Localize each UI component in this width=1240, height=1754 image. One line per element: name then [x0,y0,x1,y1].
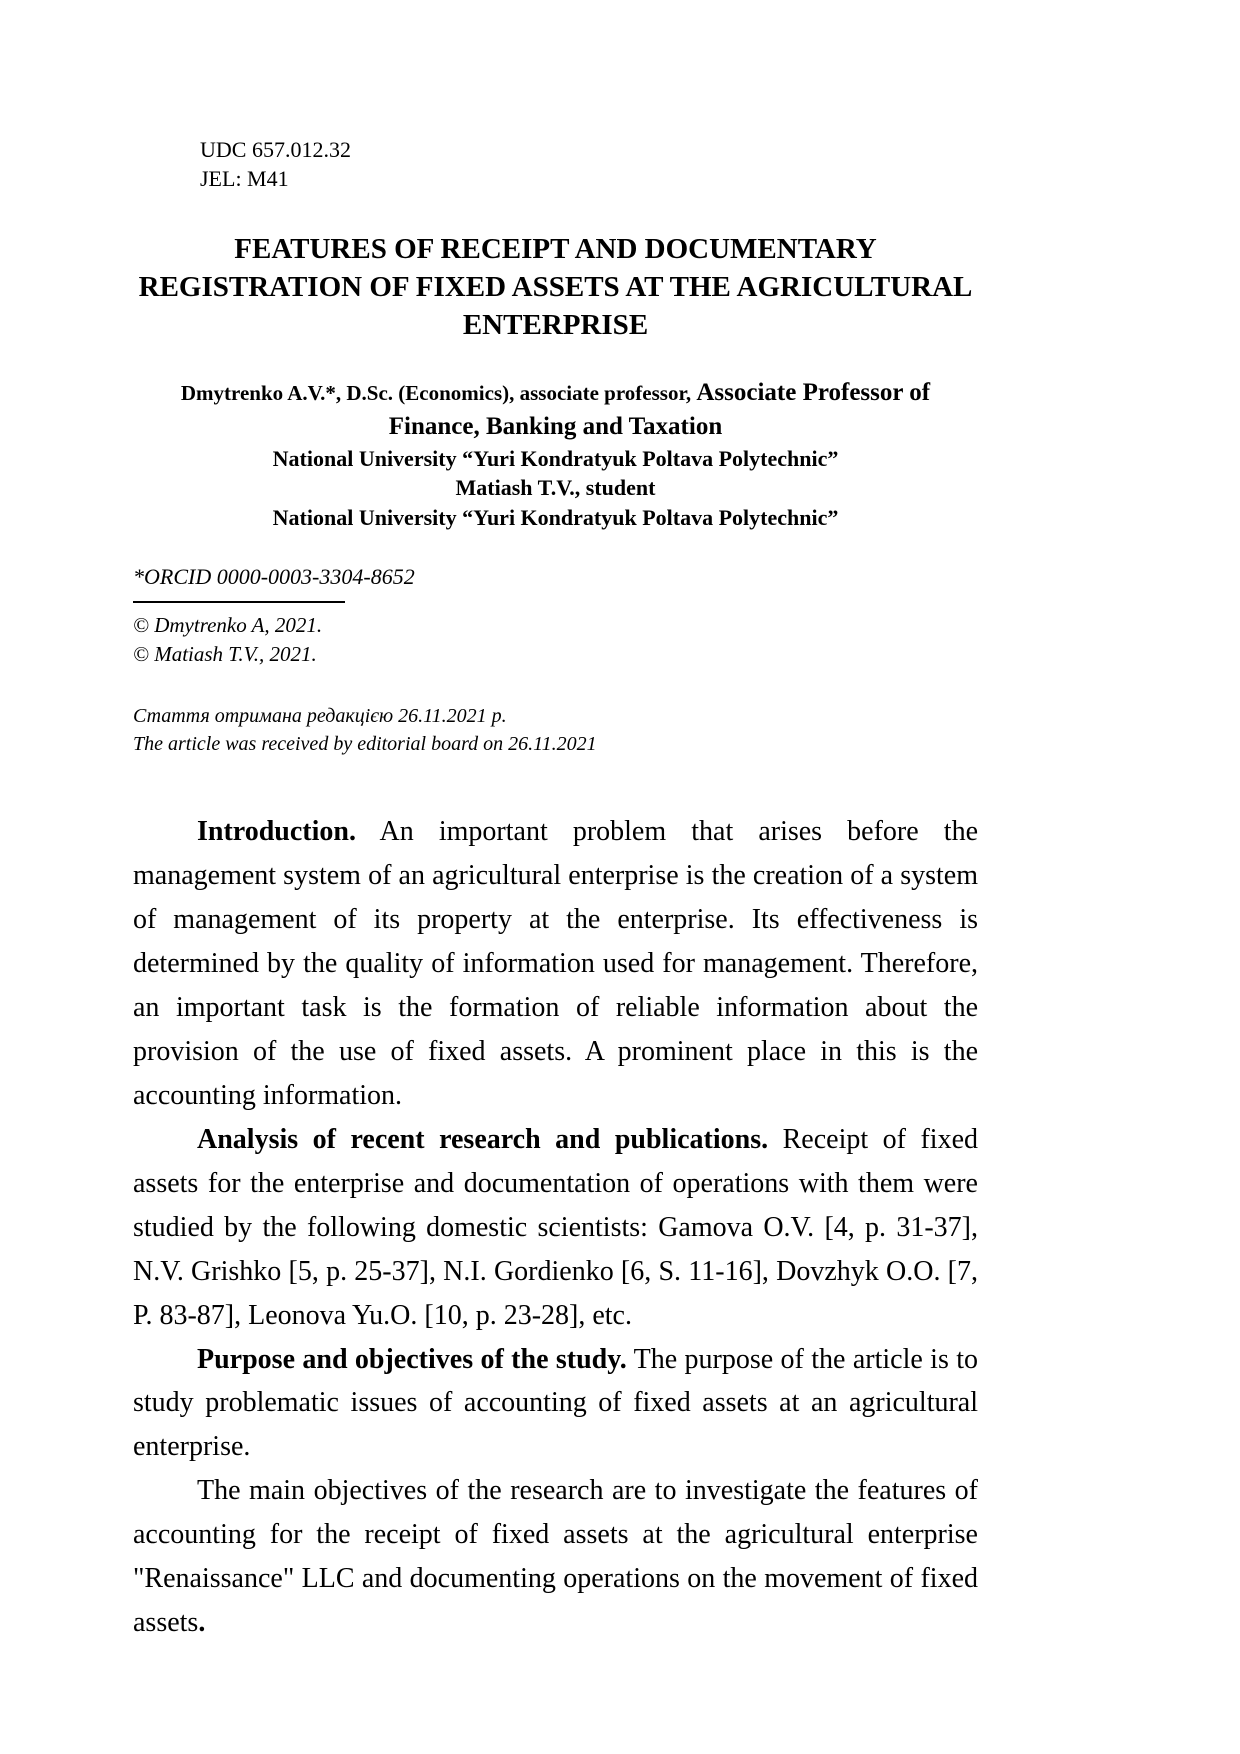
paragraph-text: Receipt of fixed assets for the enterprise and documentation of operations with them were studied by the following domestic scientists: Gamova O.V. [4, p. 31-37], N.V. Grishko [5, p. 25-37], N.I. Gordienko [6, S. 11-16], Dovzhyk O.O. [7, P. 83-87], Leonova Yu.O. [10, p. 23-28], etc. [133,1123,978,1331]
received-date-uk: Стаття отримана редакцією 26.11.2021 р. [133,705,507,728]
author-name-1: Dmytrenko A.V.*, D.Sc. (Economics), associate professor, [180,381,697,406]
paragraph-text: An important problem that arises before the management system of an agricultural enterprise is the creation of a system of management of its property at the enterprise. Its effectiveness is determined by the quality of information used for management. Therefore, an important task is the formation of reliable information about the provision of the use of fixed assets. A prominent place in this is the accounting information. [133,816,978,1111]
author-role-1: Associate Professor of Finance, Banking and Taxation [388,379,931,440]
paragraph-analysis [133,1118,978,1338]
paragraph-lead: Introduction. [197,816,356,848]
paragraph-lead: Analysis of recent research and publications. [197,1123,769,1155]
received-block [133,702,978,758]
author-line-1 [133,376,978,444]
paragraph-lead: Purpose and objectives of the study. [197,1343,627,1375]
copyright-line-1: © Dmytrenko A, 2021. [133,613,323,638]
author-affiliation-2: National University “Yuri Kondratyuk Poltava Polytechnic” [272,505,839,531]
author-affiliation-1: National University “Yuri Kondratyuk Poltava Polytechnic” [272,445,839,471]
orcid-note: *ORCID 0000-0003-3304-8652 [133,563,415,589]
paragraph-purpose [133,1338,978,1470]
article-title: FEATURES OF RECEIPT AND DOCUMENTARY REGISTRATION OF FIXED ASSETS AT THE AGRICULTURAL ENTERPRISE [138,233,973,341]
article-body [133,810,978,1645]
author-name-2: Matiash T.V., student [455,475,656,501]
authors-block [133,376,978,533]
paragraph-objectives [133,1469,978,1645]
meta-block [133,563,978,668]
paragraph-text: The purpose of the article is to study problematic issues of accounting of fixed assets at an agricultural enterprise. [133,1343,979,1463]
copyright-line-2: © Matiash T.V., 2021. [133,641,317,666]
jel-code: JEL: M41 [200,165,289,191]
udc-code: UDC 657.012.32 [200,137,351,162]
paragraph-text: The main objectives of the research are to investigate the features of accounting for the receipt of fixed assets at the agricultural enterprise "Renaissance" LLC and documenting operations on the movement of fixed assets [133,1475,978,1639]
footnote-divider [133,601,345,603]
paragraph-introduction [133,810,978,1118]
received-date-en: The article was received by editorial board on 26.11.2021 [133,733,597,756]
paragraph-tail: . [198,1607,206,1639]
classification-block [200,136,978,193]
